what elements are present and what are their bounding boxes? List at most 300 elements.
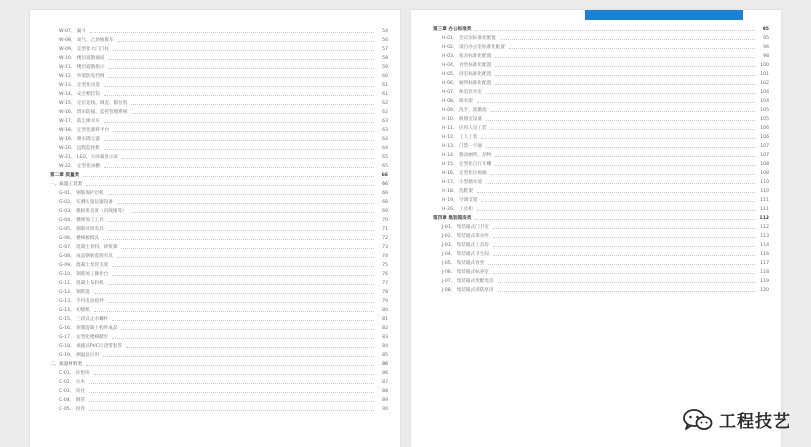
toc-entry <box>433 133 769 142</box>
toc-page-number: 68 <box>382 200 388 205</box>
toc-entry-label: H-02、 项目办公室标准化配置 <box>442 45 505 50</box>
toc-page-number: 61 <box>382 92 388 97</box>
toc-page-number: 71 <box>382 227 388 232</box>
toc-chapter-heading <box>50 171 388 180</box>
toc-entry-label: G-08、 成品钢筋套筒夹具 <box>59 254 113 259</box>
toc-entry <box>433 88 769 97</box>
toc-dot-leader <box>486 120 755 121</box>
toc-dot-leader <box>108 284 374 285</box>
toc-page-number: 83 <box>382 335 388 340</box>
toc-dot-leader <box>126 347 374 348</box>
toc-entry <box>50 252 388 261</box>
toc-entry-label: H-14、 移动厕所、杂物 <box>442 153 492 158</box>
toc-entry-label: W-21、 LED、大屏幕显示屏 <box>59 155 119 160</box>
document-page-left <box>30 10 400 447</box>
toc-entry-label: C-03、 顶托 <box>59 389 85 394</box>
toc-dot-leader <box>94 374 374 375</box>
toc-dot-leader <box>113 131 374 132</box>
toc-page-number: 66 <box>382 191 388 196</box>
toc-page-number: 110 <box>760 189 769 194</box>
toc-page-number: 85 <box>382 353 388 358</box>
toc-entry <box>433 106 769 115</box>
toc-entry <box>50 387 388 396</box>
toc-entry <box>50 99 388 108</box>
toc-entry-label: G-15、 三段式止水螺杆 <box>59 317 109 322</box>
toc-page-number: 65 <box>382 155 388 160</box>
toc-dot-leader <box>86 185 374 186</box>
toc-entry-label: C-04、 钢管 <box>59 398 85 403</box>
toc-page-number: 65 <box>382 164 388 169</box>
toc-entry <box>433 169 769 178</box>
toc-dot-leader <box>113 50 374 51</box>
toc-entry <box>433 115 769 124</box>
toc-entry <box>433 142 769 151</box>
toc-entry-label: H-17、 小型储水池 <box>442 180 482 185</box>
toc-entry-label: J-01、 集装箱式门卫室 <box>442 225 489 230</box>
toc-entry-label: W-09、 定型化大门门柱 <box>59 47 110 52</box>
toc-page-number: 107 <box>760 153 769 158</box>
toc-page-number: 114 <box>760 243 769 248</box>
toc-entry <box>50 297 388 306</box>
toc-entry-label: W-22、 定型化雨棚 <box>59 164 100 169</box>
toc-dot-leader <box>89 401 374 402</box>
toc-entry <box>50 90 388 99</box>
toc-dot-leader <box>86 365 374 366</box>
toc-entry-label: G-07、 混凝土骨料、砂浆筛 <box>59 245 118 250</box>
toc-dot-leader <box>498 291 756 292</box>
toc-entry <box>433 52 769 61</box>
toc-entry <box>50 270 388 279</box>
toc-entry <box>50 315 388 324</box>
toc-page-number: 82 <box>382 326 388 331</box>
toc-entry-label: W-18、 定型化卸料平台 <box>59 128 110 133</box>
toc-page-number: 87 <box>382 380 388 385</box>
toc-entry-label: J-03、 集装箱式工具房 <box>442 243 489 248</box>
toc-entry-label: J-04、 集装箱式卫生间 <box>442 252 489 257</box>
toc-page-number: 111 <box>760 207 769 212</box>
toc-page-number: 105 <box>760 117 769 122</box>
toc-page-number: 112 <box>760 225 769 230</box>
toc-dot-leader <box>493 255 755 256</box>
toc-entry-label: J-07、 集装箱式变配电房 <box>442 279 494 284</box>
toc-entry-label: H-18、 洗鞋架 <box>442 189 473 194</box>
toc-dot-leader <box>94 311 374 312</box>
toc-page-number: 106 <box>760 126 769 131</box>
toc-dot-leader <box>491 129 755 130</box>
toc-page-number: 101 <box>760 72 769 77</box>
toc-entry-label: C-05、 扣件 <box>59 407 85 412</box>
toc-dot-leader <box>104 86 374 87</box>
toc-page-number: 89 <box>382 398 388 403</box>
toc-entry-label: H-09、 洗手、洗漱池 <box>442 108 487 113</box>
toc-entry <box>50 198 388 207</box>
toc-entry-label: H-04、 食堂标准化配置 <box>442 63 492 68</box>
toc-entry <box>433 241 769 250</box>
toc-dot-leader <box>500 39 755 40</box>
toc-entry <box>50 225 388 234</box>
toc-dot-leader <box>498 282 756 283</box>
toc-entry-label: G-05、 钢筋对焊夹具 <box>59 227 104 232</box>
toc-entry-label: H-13、 门禁一卡通 <box>442 144 482 149</box>
toc-dot-leader <box>89 383 374 384</box>
toc-page-number: 88 <box>382 389 388 394</box>
toc-dot-leader <box>481 138 755 139</box>
watermark-text: 工程技艺 <box>719 412 791 432</box>
toc-entry <box>50 54 388 63</box>
toc-entry <box>50 342 388 351</box>
toc-page-number: 77 <box>382 281 388 286</box>
toc-page-number: 119 <box>760 279 769 284</box>
toc-entry-label: W-15、 定位边线、调直、限位机 <box>59 101 128 106</box>
toc-page-number: 84 <box>382 344 388 349</box>
toc-entry-label: G-17、 定型化楼梯踏步 <box>59 335 109 340</box>
toc-dot-leader <box>89 392 374 393</box>
toc-dot-leader <box>90 32 374 33</box>
toc-dot-leader <box>94 293 374 294</box>
toc-page-number: 56 <box>382 38 388 43</box>
toc-page-number: 61 <box>382 83 388 88</box>
toc-entry <box>50 108 388 117</box>
toc-entry-label: W-16、 塔吊防撞、监控管理系统 <box>59 110 128 115</box>
toc-page-number: 98 <box>763 54 769 59</box>
toc-entry-label: G-04、 楼梯加工工具 <box>59 218 104 223</box>
toc-dot-leader <box>104 122 374 123</box>
toc-entry-label: H-20、 工具柜 <box>442 207 473 212</box>
toc-entry-label: G-10、 钢筋加工操作台 <box>59 272 109 277</box>
toc-entry <box>50 378 388 387</box>
toc-dot-leader <box>475 30 755 31</box>
toc-entry-label: W-12、 外架防坠挡网 <box>59 74 105 79</box>
toc-entry <box>50 153 388 162</box>
toc-entry <box>433 160 769 169</box>
toc-entry <box>433 178 769 187</box>
toc-page-number: 96 <box>763 45 769 50</box>
toc-page-number: 118 <box>760 270 769 275</box>
toc-entry-label: 一、质量工具类 <box>50 182 83 187</box>
toc-entry-label: H-16、 定型化垃圾桶 <box>442 171 487 176</box>
toc-page-number: 107 <box>760 144 769 149</box>
toc-entry-label: J-05、 集装箱式食堂 <box>442 261 485 266</box>
toc-page-number: 116 <box>760 252 769 257</box>
toc-page-number: 62 <box>382 101 388 106</box>
toc-entry-label: G-19、 测温仪应用 <box>59 353 100 358</box>
toc-page-number: 54 <box>382 29 388 34</box>
toc-page-number: 106 <box>760 135 769 140</box>
toc-entry-label: H-15、 定型化自行车棚 <box>442 162 492 167</box>
toc-entry-label: W-14、 安全帽挂钩 <box>59 92 100 97</box>
toc-page-number: 108 <box>760 171 769 176</box>
toc-entry-label: G-03、 模板垂直度（吊线锤等） <box>59 209 127 214</box>
toc-dot-leader <box>103 239 374 240</box>
toc-dot-leader <box>486 93 755 94</box>
toc-entry <box>433 196 769 205</box>
toc-dot-leader <box>486 183 755 184</box>
toc-entry-label: G-16、 预制混凝土构件成品 <box>59 326 118 331</box>
toc-dot-leader <box>122 158 374 159</box>
toc-dot-leader <box>488 264 755 265</box>
toc-entry-label: 第三章 办公标准类 <box>433 27 472 32</box>
toc-entry <box>433 205 769 214</box>
toc-dot-leader <box>486 147 755 148</box>
accent-bar <box>585 10 743 20</box>
toc-dot-leader <box>491 111 755 112</box>
toc-page-number: 63 <box>382 119 388 124</box>
toc-page-number: 58 <box>382 56 388 61</box>
toc-entry-label: J-08、 集装箱式消防泵房 <box>442 288 494 293</box>
toc-page-number: 113 <box>760 234 769 239</box>
toc-page-number: 66 <box>382 182 388 187</box>
toc-page-number: 100 <box>760 63 769 68</box>
toc-page-number: 104 <box>760 99 769 104</box>
toc-page-number: 72 <box>382 236 388 241</box>
toc-entry <box>50 27 388 36</box>
toc-page-number: 76 <box>382 272 388 277</box>
toc-list-right <box>433 25 769 295</box>
toc-dot-leader <box>108 302 374 303</box>
toc-entry <box>433 43 769 52</box>
toc-page-number: 95 <box>763 36 769 41</box>
toc-entry-label: G-01、 钢筋保护层机 <box>59 191 104 196</box>
toc-entry-label: G-06、 楼梯板模具 <box>59 236 100 241</box>
toc-entry-label: C-01、 砼垫块 <box>59 371 90 376</box>
toc-entry <box>433 151 769 160</box>
toc-chapter-heading <box>433 214 769 223</box>
toc-page-number: 102 <box>760 81 769 86</box>
toc-entry <box>50 405 388 414</box>
toc-entry <box>50 45 388 54</box>
toc-dot-leader <box>495 66 755 67</box>
toc-dot-leader <box>477 210 755 211</box>
toc-page-number: 105 <box>760 108 769 113</box>
toc-page-number: 80 <box>382 308 388 313</box>
toc-entry <box>50 144 388 153</box>
toc-page-number: 111 <box>760 198 769 203</box>
toc-entry-label: H-07、 休息饮水室 <box>442 90 482 95</box>
toc-dot-leader <box>108 194 374 195</box>
toc-entry-label: H-01、 会议室标准化配置 <box>442 36 496 41</box>
toc-entry-label: J-02、 集装箱式茶水亭 <box>442 234 489 239</box>
toc-entry <box>50 63 388 72</box>
toc-page-number: 78 <box>382 290 388 295</box>
toc-dot-leader <box>89 410 374 411</box>
toc-entry <box>50 333 388 342</box>
toc-entry <box>50 306 388 315</box>
toc-entry <box>50 396 388 405</box>
toc-entry <box>50 234 388 243</box>
toc-page-number: 108 <box>760 162 769 167</box>
toc-entry-label: G-11、 混凝土布料机 <box>59 281 104 286</box>
toc-entry-label: J-06、 集装箱式标养室 <box>442 270 489 275</box>
toc-entry <box>433 277 769 286</box>
watermark <box>683 407 791 432</box>
toc-section-heading <box>50 360 388 369</box>
toc-entry <box>433 250 769 259</box>
toc-dot-leader <box>83 176 374 177</box>
toc-entry-label: W-11、 楼层疏散指示 <box>59 65 105 70</box>
toc-dot-leader <box>112 320 374 321</box>
toc-entry <box>50 351 388 360</box>
toc-page-number: 90 <box>382 407 388 412</box>
toc-entry <box>50 324 388 333</box>
toc-entry <box>433 124 769 133</box>
toc-page-number: 69 <box>382 209 388 214</box>
toc-page-number: 104 <box>760 90 769 95</box>
toc-entry-label: G-13、 手持电动搅拌 <box>59 299 104 304</box>
toc-page-number: 62 <box>382 110 388 115</box>
toc-entry <box>433 70 769 79</box>
toc-dot-leader <box>108 221 374 222</box>
toc-entry-label: W-07、 漏斗 <box>59 29 87 34</box>
toc-entry <box>433 61 769 70</box>
toc-entry-label: 第二章 质量类 <box>50 173 80 178</box>
toc-entry-label: H-05、 浴室标准化配置 <box>442 72 492 77</box>
toc-page-number: 59 <box>382 65 388 70</box>
toc-entry <box>50 81 388 90</box>
toc-dot-leader <box>108 68 374 69</box>
toc-entry <box>50 216 388 225</box>
toc-dot-leader <box>477 102 755 103</box>
toc-dot-leader <box>112 266 374 267</box>
toc-dot-leader <box>104 167 374 168</box>
toc-list-left <box>50 27 388 414</box>
toc-dot-leader <box>108 77 374 78</box>
toc-entry <box>50 36 388 45</box>
toc-dot-leader <box>117 203 374 204</box>
toc-dot-leader <box>477 192 755 193</box>
toc-entry-label: H-12、 工人工装 <box>442 135 478 140</box>
toc-entry <box>50 279 388 288</box>
toc-page-number: 66 <box>381 173 388 178</box>
toc-entry <box>50 72 388 81</box>
toc-page-number: 112 <box>759 216 769 221</box>
toc-page-number: 74 <box>382 254 388 259</box>
toc-page-number: 86 <box>382 371 388 376</box>
toc-dot-leader <box>509 48 755 49</box>
toc-entry-label: W-17、 防尘喷水车 <box>59 119 100 124</box>
toc-entry <box>433 187 769 196</box>
toc-entry <box>433 232 769 241</box>
toc-dot-leader <box>108 59 374 60</box>
toc-dot-leader <box>495 57 755 58</box>
toc-dot-leader <box>131 104 374 105</box>
toc-section-heading <box>50 180 388 189</box>
toc-page-number: 81 <box>382 317 388 322</box>
toc-dot-leader <box>493 246 755 247</box>
toc-entry-label: W-19、 喷水降尘器 <box>59 137 100 142</box>
toc-entry <box>50 207 388 216</box>
toc-entry-label: G-14、 切缝机 <box>59 308 90 313</box>
toc-entry-label: 第四章 集装箱房类 <box>433 216 472 221</box>
toc-dot-leader <box>121 248 374 249</box>
toc-entry-label: W-13、 定型化吊笼 <box>59 83 100 88</box>
toc-dot-leader <box>104 149 374 150</box>
toc-entry <box>50 117 388 126</box>
toc-entry <box>433 223 769 232</box>
toc-page-number: 79 <box>382 299 388 304</box>
toc-dot-leader <box>108 230 374 231</box>
toc-entry-label: H-11、 民用人员工装 <box>442 126 487 131</box>
toc-entry <box>433 97 769 106</box>
toc-entry <box>50 162 388 171</box>
toc-entry-label: 二、质量材料类 <box>50 362 83 367</box>
toc-entry-label: G-02、 实测实量仪器设备 <box>59 200 113 205</box>
toc-entry <box>50 135 388 144</box>
toc-entry <box>50 126 388 135</box>
toc-entry-label: H-10、 吸烟室设备 <box>442 117 482 122</box>
toc-entry <box>433 259 769 268</box>
toc-dot-leader <box>131 113 374 114</box>
toc-page-number: 57 <box>382 47 388 52</box>
toc-dot-leader <box>495 75 755 76</box>
toc-entry <box>50 261 388 270</box>
toc-dot-leader <box>481 201 755 202</box>
toc-entry-label: H-06、 厕所标准化配置 <box>442 81 492 86</box>
toc-page-number: 63 <box>382 128 388 133</box>
toc-entry-label: G-09、 混凝土泵管支架 <box>59 263 109 268</box>
toc-dot-leader <box>493 237 755 238</box>
toc-entry <box>433 34 769 43</box>
toc-dot-leader <box>112 275 374 276</box>
toc-entry-label: H-08、 晾衣架 <box>442 99 473 104</box>
toc-entry <box>433 286 769 295</box>
toc-entry <box>433 268 769 277</box>
toc-entry <box>433 79 769 88</box>
toc-page-number: 110 <box>760 180 769 185</box>
toc-page-number: 120 <box>760 288 769 293</box>
toc-dot-leader <box>121 329 374 330</box>
toc-dot-leader <box>118 41 374 42</box>
toc-dot-leader <box>104 140 374 141</box>
toc-dot-leader <box>495 84 755 85</box>
toc-page-number: 70 <box>382 218 388 223</box>
wechat-icon <box>683 409 713 431</box>
toc-dot-leader <box>103 356 374 357</box>
toc-dot-leader <box>493 273 755 274</box>
toc-entry <box>50 243 388 252</box>
toc-dot-leader <box>131 212 374 213</box>
toc-page-number: 73 <box>382 245 388 250</box>
toc-entry <box>50 369 388 378</box>
toc-page-number: 60 <box>382 74 388 79</box>
toc-entry-label: C-02、 方木 <box>59 380 85 385</box>
toc-entry-label: G-12、 钢筋笼 <box>59 290 90 295</box>
toc-entry-label: G-18、 承插式PVC后浇带套管 <box>59 344 122 349</box>
toc-entry-label: W-20、 远程监控机 <box>59 146 100 151</box>
toc-entry-label: W-08、 氧气、乙炔瓶推车 <box>59 38 114 43</box>
toc-chapter-heading <box>433 25 769 34</box>
toc-page-number: 86 <box>382 362 388 367</box>
toc-page-number: 64 <box>382 146 388 151</box>
toc-dot-leader <box>491 174 755 175</box>
toc-entry-label: W-10、 楼层疏散通道 <box>59 56 105 61</box>
document-page-right <box>411 10 781 447</box>
toc-dot-leader <box>475 219 755 220</box>
toc-page-number: 64 <box>382 137 388 142</box>
toc-entry-label: H-19、 空调支架 <box>442 198 478 203</box>
toc-page-number: 117 <box>760 261 769 266</box>
toc-page-number: 75 <box>382 263 388 268</box>
toc-entry <box>50 288 388 297</box>
toc-dot-leader <box>495 165 755 166</box>
toc-dot-leader <box>104 95 374 96</box>
toc-dot-leader <box>495 156 755 157</box>
toc-entry-label: H-03、 宿舍标准化配置 <box>442 54 492 59</box>
toc-dot-leader <box>493 228 755 229</box>
toc-dot-leader <box>112 338 374 339</box>
toc-page-number: 95 <box>762 27 769 32</box>
toc-entry <box>50 189 388 198</box>
toc-dot-leader <box>117 257 374 258</box>
